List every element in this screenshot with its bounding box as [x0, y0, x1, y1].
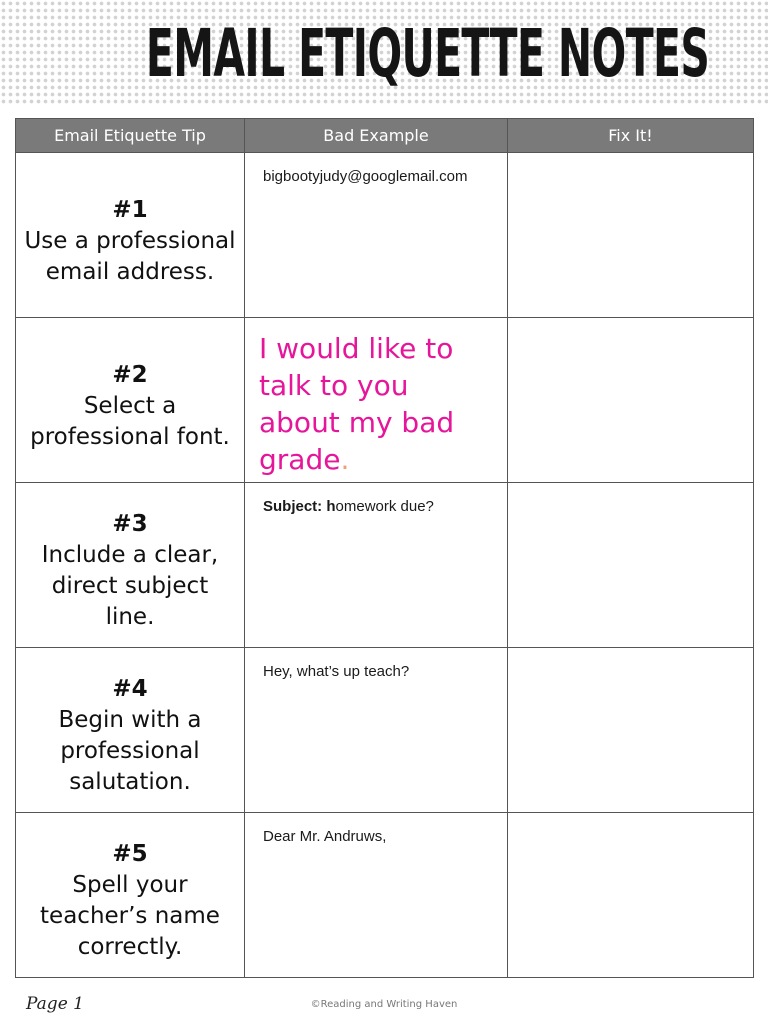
bad-example-text: I would like to talk to you about my bad grade [259, 332, 455, 476]
fix-it-cell[interactable] [508, 813, 754, 978]
table-row [16, 153, 754, 318]
bad-example-text: Dear Mr. Andruws, [263, 828, 387, 845]
bad-example-period: . [340, 443, 350, 476]
bad-example-cell [245, 813, 508, 978]
tip-text: Select a professional font. [30, 392, 230, 450]
page-title: EMAIL ETIQUETTE NOTES [145, 15, 710, 92]
tip-number: #2 [112, 361, 148, 388]
column-header-bad-example: Bad Example [245, 119, 508, 153]
bad-example-text: bigbootyjudy@googlemail.com [263, 168, 468, 185]
tip-cell [16, 318, 245, 483]
bad-example-text: Hey, what’s up teach? [263, 663, 410, 680]
tip-text: Spell your teacher’s name correctly. [40, 872, 220, 960]
tip-number: #4 [112, 676, 148, 702]
subject-label: Subject: h [263, 498, 336, 515]
fix-it-cell[interactable] [508, 318, 754, 483]
table-row [16, 483, 754, 648]
bad-example-text: omework due? [335, 498, 434, 515]
tip-number: #1 [112, 196, 148, 223]
tip-number: #5 [112, 841, 148, 867]
fix-it-cell[interactable] [508, 153, 754, 318]
table-row [16, 648, 754, 813]
tip-cell [16, 153, 245, 318]
bad-example-cell [245, 483, 508, 648]
tip-number: #3 [112, 511, 148, 537]
title-banner [0, 0, 768, 104]
bad-example-cell [245, 318, 508, 483]
fix-it-cell[interactable] [508, 483, 754, 648]
tip-cell [16, 813, 245, 978]
copyright-credit: ©Reading and Writing Haven [310, 999, 458, 1010]
table-row [16, 318, 754, 483]
column-header-fix-it: Fix It! [508, 119, 754, 153]
page-number: Page 1 [26, 994, 84, 1014]
column-header-tip: Email Etiquette Tip [16, 119, 245, 153]
tip-cell [16, 648, 245, 813]
bad-example-cell [245, 153, 508, 318]
table-header-row [16, 119, 754, 153]
tip-text: Begin with a professional salutation. [58, 707, 202, 795]
bad-example-cell [245, 648, 508, 813]
table-row [16, 813, 754, 978]
fix-it-cell[interactable] [508, 648, 754, 813]
tip-text: Include a clear, direct subject line. [41, 542, 219, 630]
etiquette-table [15, 118, 754, 978]
tip-text: Use a professional email address. [24, 227, 236, 285]
tip-cell [16, 483, 245, 648]
